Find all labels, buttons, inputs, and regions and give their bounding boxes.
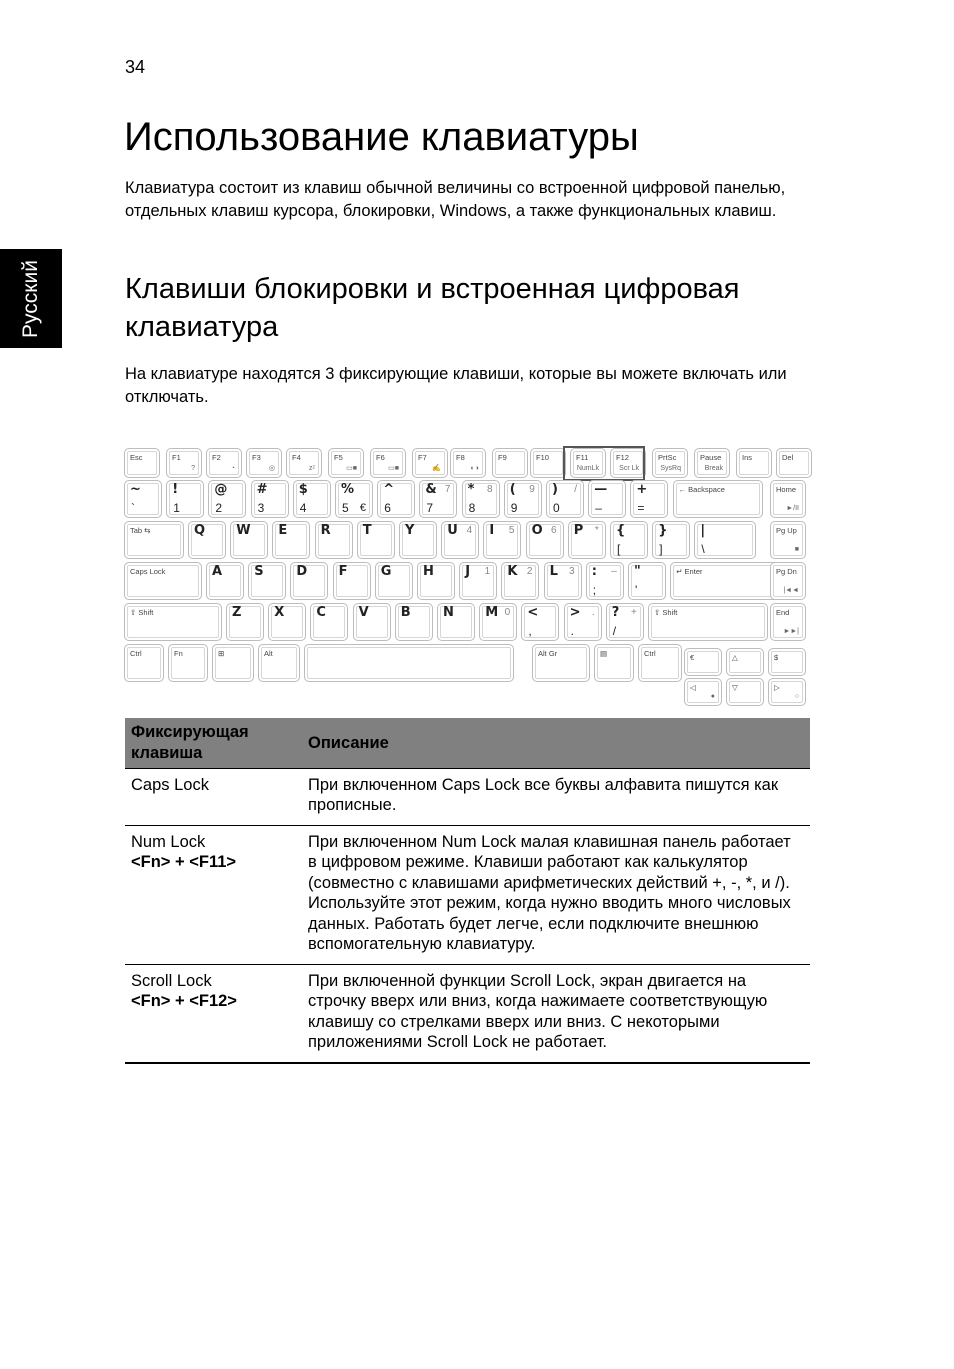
key-p [568,521,606,559]
key-key [594,644,634,682]
key-h [417,562,455,600]
key-label-text: F3 [252,453,261,462]
key-label-text: ▷ [774,683,780,692]
key-top-text: { [616,523,626,538]
key-bottom-text: ; [592,583,597,597]
key-main-text: T [362,523,372,538]
key-alt-text: 2 [526,566,533,577]
key-sub-text: ▭■ [388,465,399,472]
key-key [768,648,806,676]
key-g [375,562,413,600]
key-i [483,521,521,559]
lock-key-cell [125,825,302,964]
key-w [230,521,268,559]
key-label-text: ⇧ Shift [654,608,678,617]
key-key [684,678,722,706]
key-top-text: " [634,564,641,579]
key-label-text: ◁ [690,683,696,692]
key-1 [166,480,204,518]
lock-key-cell [125,964,302,1063]
key-k [501,562,539,600]
key-9 [504,480,542,518]
key-label-text: Alt Gr [538,649,558,658]
intro-paragraph: Клавиатура состоит из клавиш обычной величины со встроенной цифровой панелью, отдельных клавиш курсора, блокировки, Windows, а также функциональных клавиш. [125,179,786,220]
key-sub-text: ►►| [783,628,799,635]
keyboard-diagram [124,446,806,710]
key-8 [462,480,500,518]
key-label-text: Pause [700,453,722,462]
key-d [290,562,328,600]
key-sub-text: |◄◄ [783,587,799,594]
key-main-text: B [400,605,411,620]
key-top-text: ) [552,482,558,497]
key-shift [648,603,768,641]
key-e [272,521,310,559]
key-main-text: V [358,605,369,620]
key-key [630,480,668,518]
key-b [395,603,433,641]
key-c [310,603,348,641]
key-sub-text: ✍ [432,465,441,472]
key-alt-text: – [611,566,617,577]
key-t [357,521,395,559]
key-label-text: Fn [174,649,183,658]
key-label-text: Pg Up [776,526,797,535]
key-bottom-text: ` [131,501,135,515]
key-sub-text: ►/II [786,505,799,512]
page-title: Использование клавиатуры [124,115,639,159]
key-label-text: Pg Dn [776,567,797,576]
key-del [776,448,812,478]
key-top-text: ^ [383,482,395,497]
key-label-text: F7 [418,453,427,462]
key-main-text: W [236,523,251,538]
key-main-text: S [254,564,264,579]
key-x [268,603,306,641]
key-main-text: F [338,564,348,579]
key-alt-text: * [594,525,599,536]
key-l [544,562,582,600]
key-label-text: ↵ Enter [676,567,703,576]
key-main-text: C [316,605,326,620]
key-main-text: D [296,564,308,579]
key-bottom-text: \ [701,542,705,556]
key-key [768,678,806,706]
lock-key-name: Caps Lock [131,775,209,794]
key-m [479,603,517,641]
key-alt-text: 6 [551,525,557,536]
key-bottom-text: 4 [299,501,307,515]
key-home [770,480,806,518]
key-label-text: Tab ⇆ [130,526,151,535]
header-description: Описание [302,718,810,768]
key-bottom-text: 5 [342,501,349,515]
key-label-text: Esc [130,453,143,462]
key-top-text: $ [298,482,308,497]
key-y [399,521,437,559]
key-top-text: } [658,523,668,538]
key-main-text: G [380,564,392,579]
key-a [206,562,244,600]
key-backspace [673,480,763,518]
key-f8 [450,448,486,478]
key-space [304,644,514,682]
key-4 [293,480,331,518]
key-bottom-text: 0 [553,501,560,515]
key-label-text: F11 [576,453,589,462]
table-header-row [125,718,810,768]
key-alt-text: 9 [529,484,535,495]
key-key [694,521,756,559]
key-label-text: F5 [334,453,343,462]
key-label-text: ▽ [732,683,738,692]
key-sub-text: zᶻ [308,465,315,472]
key-main-text: Z [232,605,242,620]
key-top-text: % [341,482,355,497]
key-sub-text: ◎ [268,465,275,472]
key-alt-text: 4 [466,525,473,536]
key-top-text: ? [611,605,620,620]
key-sub-text: ? [191,465,195,472]
section-title: Клавиши блокировки и встроенная цифровая клавиатура [125,273,740,343]
key-bottom-text: 1 [173,501,180,515]
description-cell: При включенной функции Scroll Lock, экран двигается на строчку вверх или вниз, когда нажимаете соответствующую клавишу со стрелками вверх или вниз. С некоторыми приложениями Scroll Lock не работает. [302,964,810,1063]
key-label-text: F1 [172,453,181,462]
key-f2 [206,448,242,478]
key-main-text: I [489,523,495,538]
key-u [441,521,479,559]
key-bottom-text: = [637,501,645,515]
key-label-text: $ [774,653,779,662]
key-label-text: ← Backspace [678,485,725,494]
key-top-text: ! [172,482,179,497]
lock-key-name: Num Lock [131,832,206,851]
key-esc [124,448,160,478]
key-ctrl [638,644,682,682]
key-alt-text: / [574,484,577,495]
key-f4 [286,448,322,478]
key-alt [258,644,300,682]
key-end [770,603,806,641]
key-top-text: — [594,482,608,497]
key-main-text: L [549,564,558,579]
key-sub-text: ◔ [230,465,235,472]
key-alt-text: 3 [569,566,575,577]
key-key [521,603,559,641]
key-top-text: # [256,482,268,497]
key-key [586,562,624,600]
key-bottom-text: 9 [510,501,518,515]
key-label-text: Alt [264,649,273,658]
language-side-tab [0,249,62,348]
key-top-text: @ [214,482,228,497]
key-label-text: Ctrl [644,649,656,658]
key-label-text: F6 [376,453,385,462]
key-label-text: Ins [742,453,753,462]
key-top-text: + [636,482,648,497]
key-caps-lock [124,562,202,600]
key-bottom-text: 2 [215,501,223,515]
key-main-text: K [507,564,518,579]
key-label-text: € [690,653,695,662]
key-top-text: ~ [130,482,141,497]
key-alt-text: 1 [484,566,491,577]
key-bottom-text: / [612,624,617,638]
key-alt-gr [532,644,590,682]
key-f3 [246,448,282,478]
key-key [606,603,644,641]
section-intro-paragraph: На клавиатуре находятся 3 фиксирующие клавиши, которые вы можете включать или отключать. [125,365,787,406]
key-top-text: : [591,564,597,579]
key-top-text: ( [509,482,516,497]
key-f9 [492,448,528,478]
key-f10 [530,448,566,478]
key-label-text: End [776,608,790,617]
key-key [564,603,602,641]
key-key [124,480,162,518]
header-lock-key: Фиксирующая клавиша [125,718,302,768]
table-row [125,768,810,825]
key-sub-text: ■ [794,546,799,553]
key-main-text: O [531,523,543,538]
key-label-text: F12 [616,453,629,462]
key-bottom-text: 7 [426,501,434,515]
key-fn [168,644,208,682]
key-combination: <Fn> + <F12> [131,992,237,1010]
key-main-text: N [443,605,454,620]
key-combination: <Fn> + <F11> [131,853,237,871]
key-q [188,521,226,559]
key-ins [736,448,772,478]
key-key [588,480,626,518]
lock-key-cell [125,768,302,825]
key-label-text: ⊞ [218,649,225,658]
key-pg-dn [770,562,806,600]
key-ctrl [124,644,164,682]
key-f1 [166,448,202,478]
key-top-text: | [700,523,706,538]
key-f [333,562,371,600]
key-top-text: * [467,482,475,497]
key-main-text: E [278,523,288,538]
key-top-text: & [425,482,437,497]
key-sub-text: Scr Lk [619,465,639,472]
key-key [726,648,764,676]
key-main-text: H [423,564,434,579]
description-cell: При включенном Num Lock малая клавишная панель работает в цифровом режиме. Клавиши работают как калькулятор (совместно с клавишами арифметических действий +, -, *, и /). Используйте этот режим, когда нужно вводить много числовых данных. Работать будет легче, если подключите внешнюю вспомогательную клавиатуру. [302,825,810,964]
key-bottom-text: 3 [257,501,265,515]
key-0 [546,480,584,518]
key-s [248,562,286,600]
key-key [628,562,666,600]
key-alt-text: 0 [504,607,511,618]
key-main-text: U [447,523,458,538]
key-pg-up [770,521,806,559]
key-main-text: J [465,564,471,579]
key-r [315,521,353,559]
key-sub-text: ▭■ [346,465,357,472]
key-label-text: F2 [212,453,221,462]
key-label-text: F8 [456,453,465,462]
key-bottom-text: – [595,501,602,515]
key-main-text: X [274,605,285,620]
key-bottom-text: . [570,624,574,638]
lock-key-name: Scroll Lock [131,971,212,990]
key-label-text: PrtSc [658,453,677,462]
key-sub-text: SysRq [660,465,681,472]
key-v [353,603,391,641]
key-sub-text: ◐◑ [470,465,479,472]
key-alt-text: + [630,607,637,618]
key-key [652,521,690,559]
key-f6 [370,448,406,478]
key-main-text: P [573,523,584,538]
key-j [459,562,497,600]
key-bottom-text: 6 [384,501,391,515]
key-label-text: ⇧ Shift [130,608,154,617]
key-f5 [328,448,364,478]
key-label-text: △ [732,653,738,662]
key-extra-text: € [359,502,366,514]
key-bottom-text: , [528,624,532,638]
key-tab [124,521,184,559]
key-key [212,644,254,682]
key-main-text: M [485,605,499,620]
key-label-text: ▤ [600,649,608,658]
key-prtsc [652,448,688,478]
key-pause [694,448,730,478]
key-bottom-text: [ [617,542,621,556]
key-f7 [412,448,448,478]
key-main-text: A [212,564,223,579]
key-bottom-text: ' [635,583,638,597]
key-key [610,521,648,559]
key-sub-text: ● [710,693,715,700]
key-sub-text: NumLk [576,465,599,472]
table-row [125,825,810,964]
lock-keys-table [125,718,810,1064]
key-top-text: > [569,605,581,620]
key-label-text: F9 [498,453,507,462]
key-main-text: Y [405,523,415,538]
key-main-text: R [320,523,331,538]
key-label-text: Del [782,453,794,462]
key-o [526,521,564,559]
key-label-text: Ctrl [130,649,142,658]
key-sub-text: Break [704,465,723,472]
key-5 [335,480,373,518]
key-alt-text: 5 [508,525,515,536]
key-alt-text: . [591,607,595,618]
page-number: 34 [125,57,146,77]
key-6 [377,480,415,518]
key-bottom-text: ] [659,542,663,556]
key-bottom-text: 8 [468,501,476,515]
key-2 [208,480,246,518]
key-n [437,603,475,641]
key-alt-text: 7 [444,484,451,495]
key-top-text: < [527,605,539,620]
key-label-text: Home [776,485,797,494]
key-shift [124,603,222,641]
key-3 [251,480,289,518]
description-cell: При включенном Caps Lock все буквы алфавита пишутся как прописные. [302,768,810,825]
key-sub-text: ○ [794,693,799,700]
table-row [125,964,810,1063]
key-z [226,603,264,641]
key-enter [670,562,780,600]
key-label-text: Caps Lock [130,567,166,576]
key-label-text: F10 [536,453,549,462]
key-alt-text: 8 [487,484,493,495]
key-7 [419,480,457,518]
key-key [726,678,764,706]
language-label: Русский [19,259,43,338]
key-main-text: Q [194,523,206,538]
key-label-text: F4 [292,453,301,462]
key-key [684,648,722,676]
numlock-scrolllock-highlight [563,446,645,481]
